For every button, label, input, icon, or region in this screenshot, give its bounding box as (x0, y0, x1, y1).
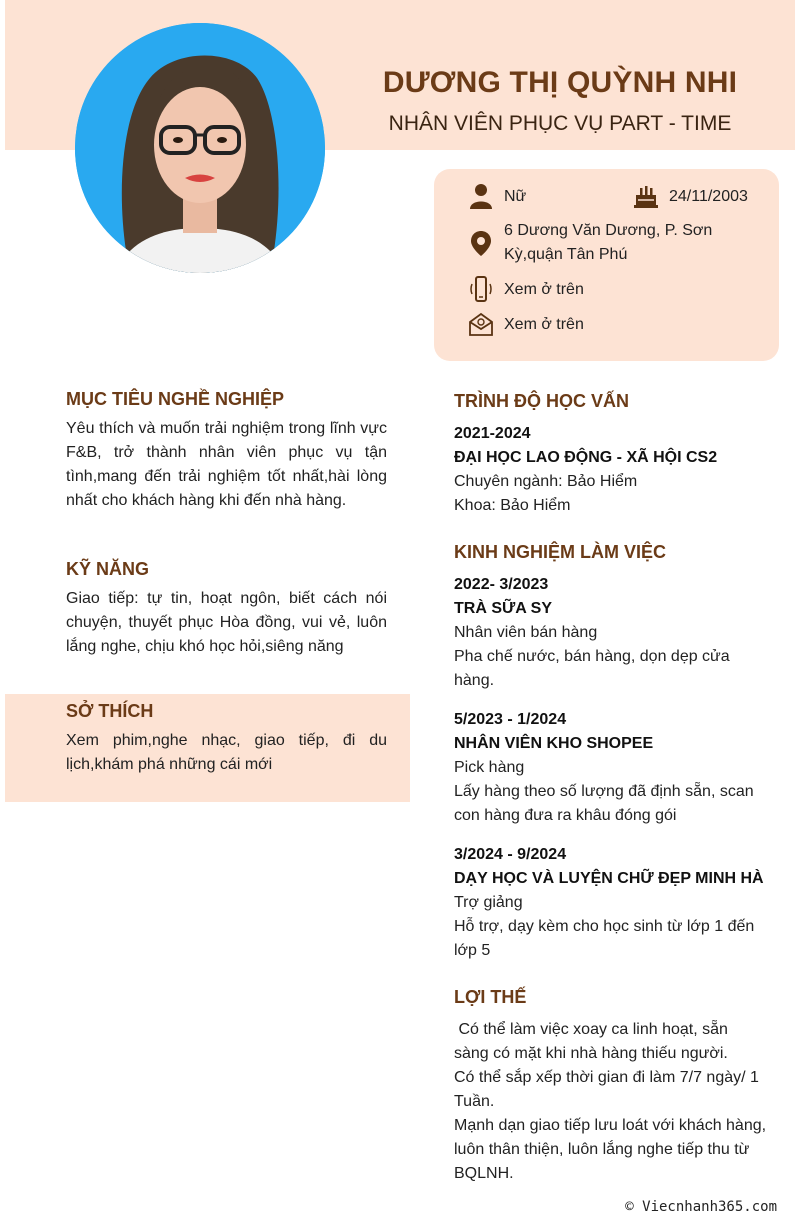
education-school: ĐẠI HỌC LAO ĐỘNG - XÃ HỘI CS2 (454, 449, 718, 466)
education-title: TRÌNH ĐỘ HỌC VẤN (454, 391, 629, 411)
email-icon (468, 311, 494, 337)
job-period: 3/2024 - 9/2024 (454, 846, 567, 863)
objective-text: Yêu thích và muốn trải nghiệm trong lĩnh vực F&B, trở thành nhân viên phục vụ tận tình,mang đến trải nghiệm tốt nhất,hài lòng nhất cho khách hàng khi đến nhà hàng. (66, 420, 387, 509)
education-major: Chuyên ngành: Bảo Hiểm (454, 473, 638, 490)
phone-value: Xem ở trên (504, 281, 584, 298)
email-value: Xem ở trên (504, 316, 584, 333)
address-value: 6 Dương Văn Dương, P. Sơn Kỳ,quận Tân Phú (504, 222, 713, 263)
job-company: TRÀ SỮA SY (454, 600, 553, 617)
contact-box (434, 169, 779, 361)
job-period: 2022- 3/2023 (454, 576, 549, 593)
candidate-name: DƯƠNG THỊ QUỲNH NHI (382, 66, 738, 99)
advantage-item: Có thể làm việc xoay ca linh hoạt, sẵn sàng có mặt khi nhà hàng thiếu người. (454, 1021, 733, 1062)
portrait-illustration (75, 23, 325, 273)
gender-value: Nữ (504, 188, 527, 205)
experience-title: KINH NGHIỆM LÀM VIỆC (454, 542, 667, 562)
job-title: NHÂN VIÊN PHỤC VỤ PART - TIME (388, 112, 732, 135)
location-pin-icon (468, 230, 494, 256)
education-period: 2021-2024 (454, 425, 531, 442)
footer-copyright: © Viecnhanh365.com (625, 1199, 777, 1215)
advantage-item: Có thể sắp xếp thời gian đi làm 7/7 ngày/ 1 Tuần. (454, 1069, 759, 1110)
education-faculty: Khoa: Bảo Hiểm (454, 497, 571, 514)
person-icon (468, 183, 494, 209)
hobbies-text: Xem phim,nghe nhạc, giao tiếp, đi du lịch,khám phá những cái mới (66, 732, 387, 773)
avatar (75, 23, 325, 273)
job-company: DẠY HỌC VÀ LUYỆN CHỮ ĐẸP MINH HÀ (454, 870, 764, 887)
job-role: Trợ giảng (454, 894, 523, 911)
job-description: Hỗ trợ, dạy kèm cho học sinh từ lớp 1 đến lớp 5 (454, 918, 755, 959)
advantages-title: LỢI THẾ (454, 987, 527, 1007)
phone-icon (468, 276, 494, 302)
advantage-item: Mạnh dạn giao tiếp lưu loát với khách hàng, luôn thân thiện, luôn lắng nghe tiếp thu từ BQLNH. (454, 1117, 767, 1182)
hobbies-title: SỞ THÍCH (66, 701, 154, 721)
skills-text: Giao tiếp: tự tin, hoạt ngôn, biết cách nói chuyện, thuyết phục Hòa đồng, vui vẻ, luôn lắng nghe, chịu khó học hỏi,siêng năng (66, 590, 387, 655)
job-description: Pha chế nước, bán hàng, dọn dẹp cửa hàng. (454, 648, 730, 689)
job-period: 5/2023 - 1/2024 (454, 711, 567, 728)
cake-icon (633, 183, 659, 209)
objective-title: MỤC TIÊU NGHỀ NGHIỆP (66, 389, 285, 409)
birthday-value: 24/11/2003 (669, 188, 748, 205)
job-company: NHÂN VIÊN KHO SHOPEE (454, 735, 654, 752)
skills-title: KỸ NĂNG (66, 559, 150, 579)
job-role: Nhân viên bán hàng (454, 624, 598, 641)
job-description: Lấy hàng theo số lượng đã định sẵn, scan con hàng đưa ra khâu đóng gói (454, 783, 754, 824)
job-role: Pick hàng (454, 759, 525, 776)
